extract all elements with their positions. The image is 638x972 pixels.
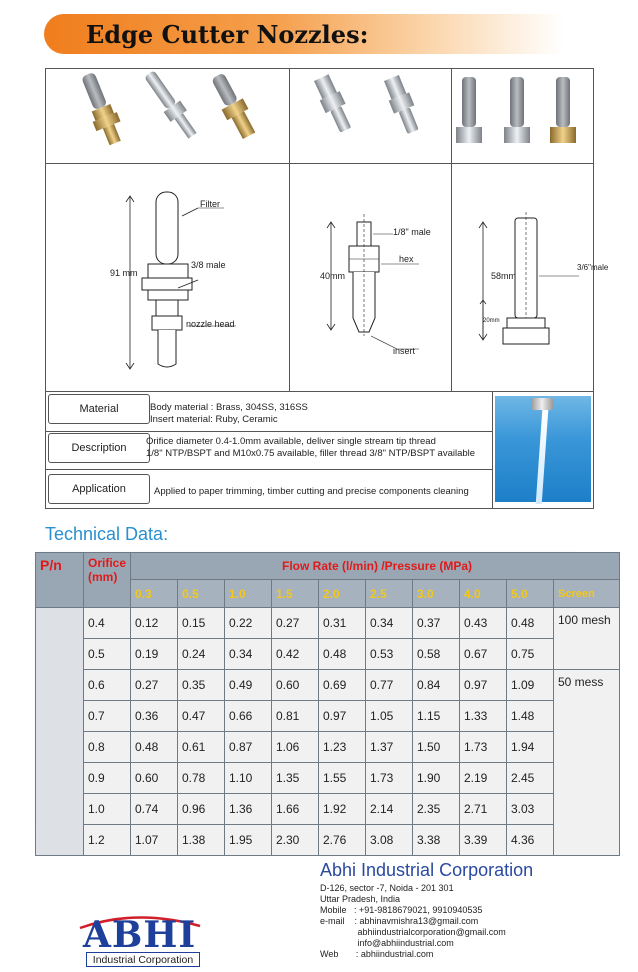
flow-cell: 1.35 — [272, 763, 319, 794]
flow-cell: 0.15 — [178, 608, 225, 639]
screen-header: Screen — [554, 580, 620, 608]
diagram-label: nozzle head — [186, 319, 235, 329]
flow-cell: 0.96 — [178, 794, 225, 825]
pressure-header: 1.5 — [272, 580, 319, 608]
diagram-label: 1/8" male — [393, 227, 431, 237]
flow-cell: 1.10 — [225, 763, 272, 794]
page-title: Edge Cutter Nozzles: — [86, 20, 369, 49]
flow-cell: 0.87 — [225, 732, 272, 763]
flow-cell: 0.36 — [131, 701, 178, 732]
flow-cell: 0.48 — [319, 639, 366, 670]
table-row — [36, 701, 620, 732]
property-value-application: Applied to paper trimming, timber cutting and precise components cleaning — [154, 486, 469, 497]
tech-data-title: Technical Data: — [45, 524, 169, 544]
mobile-line: Mobile : +91-9818679021, 9910940535 — [320, 905, 483, 915]
flow-cell: 1.94 — [507, 732, 554, 763]
orifice-cell: 0.4 — [84, 608, 131, 639]
screen-cell: 50 mess — [554, 670, 620, 856]
diagram-label: Filter — [200, 199, 220, 209]
flow-cell: 0.47 — [178, 701, 225, 732]
flow-cell: 1.07 — [131, 825, 178, 856]
flow-cell: 1.95 — [225, 825, 272, 856]
flow-cell: 4.36 — [507, 825, 554, 856]
table-row — [36, 670, 620, 701]
property-label-application: Application — [48, 474, 150, 504]
flow-cell: 1.36 — [225, 794, 272, 825]
table-row — [36, 825, 620, 856]
pressure-header: 5.0 — [507, 580, 554, 608]
flow-cell: 1.23 — [319, 732, 366, 763]
flow-cell: 1.15 — [413, 701, 460, 732]
flow-cell: 0.34 — [225, 639, 272, 670]
diagram-label: 58mm — [491, 271, 517, 281]
flow-cell: 1.09 — [507, 670, 554, 701]
divider — [46, 469, 492, 470]
nozzle-diagram-2 — [289, 164, 451, 391]
flow-cell: 0.53 — [366, 639, 413, 670]
flow-cell: 0.31 — [319, 608, 366, 639]
flow-cell: 0.61 — [178, 732, 225, 763]
spray-photo — [495, 396, 591, 502]
table-row — [36, 794, 620, 825]
flow-table — [35, 552, 611, 847]
flow-cell: 2.14 — [366, 794, 413, 825]
pressure-header: 1.0 — [225, 580, 272, 608]
flow-cell: 2.76 — [319, 825, 366, 856]
diagram-label: 40mm — [320, 271, 346, 281]
flow-cell: 0.66 — [225, 701, 272, 732]
flow-cell: 1.90 — [413, 763, 460, 794]
flow-cell: 0.60 — [272, 670, 319, 701]
flow-cell: 0.42 — [272, 639, 319, 670]
diagram-label: insert — [393, 346, 416, 356]
flow-cell: 0.81 — [272, 701, 319, 732]
flow-cell: 0.35 — [178, 670, 225, 701]
diagram-label: 3/8 male — [191, 260, 226, 270]
email-line: abhiindustrialcorporation@gmail.com — [320, 927, 506, 937]
pressure-header: 0.5 — [178, 580, 225, 608]
flow-cell: 0.67 — [460, 639, 507, 670]
flow-cell: 1.33 — [460, 701, 507, 732]
flow-cell: 2.19 — [460, 763, 507, 794]
orifice-cell: 0.9 — [84, 763, 131, 794]
company-contact — [320, 883, 506, 960]
orifice-cell: 0.5 — [84, 639, 131, 670]
pn-header: P/n — [36, 553, 84, 608]
flow-cell: 0.19 — [131, 639, 178, 670]
flow-cell: 0.49 — [225, 670, 272, 701]
flow-cell: 2.35 — [413, 794, 460, 825]
flow-cell: 0.97 — [460, 670, 507, 701]
address-line: Uttar Pradesh, India — [320, 894, 401, 904]
property-value-material — [150, 402, 308, 426]
flow-cell: 0.27 — [131, 670, 178, 701]
flow-cell: 1.06 — [272, 732, 319, 763]
pressure-header: 3.0 — [413, 580, 460, 608]
property-line: 1/8" NTP/BSPT and M10x0.75 available, filler thread 3/8" NTP/BSPT available — [146, 448, 476, 459]
flow-cell: 0.60 — [131, 763, 178, 794]
orifice-cell: 0.8 — [84, 732, 131, 763]
screen-cell: 100 mesh — [554, 608, 620, 670]
pn-cell — [36, 608, 84, 856]
nozzle-photos — [46, 69, 594, 163]
company-name: Abhi Industrial Corporation — [320, 860, 534, 880]
property-value-description — [146, 436, 475, 460]
nozzle-diagram-1 — [46, 164, 289, 391]
flow-cell: 0.48 — [507, 608, 554, 639]
flow-cell: 0.78 — [178, 763, 225, 794]
diagram-label: 3/6"male — [577, 263, 609, 272]
flow-cell: 2.30 — [272, 825, 319, 856]
flow-cell: 1.48 — [507, 701, 554, 732]
flow-header: Flow Rate (l/min) /Pressure (MPa) — [131, 553, 620, 580]
flow-cell: 1.05 — [366, 701, 413, 732]
nozzle-head-image — [531, 398, 553, 410]
divider — [492, 391, 493, 508]
flow-cell: 3.08 — [366, 825, 413, 856]
email-line: e-mail : abhinavmishra13@gmail.com — [320, 916, 479, 926]
divider — [46, 431, 492, 432]
flow-cell: 3.38 — [413, 825, 460, 856]
address-line: D-126, sector -7, Noida - 201 301 — [320, 883, 454, 893]
flow-cell: 0.84 — [413, 670, 460, 701]
table-row — [36, 608, 620, 639]
flow-cell: 2.45 — [507, 763, 554, 794]
orifice-header: Orifice (mm) — [84, 553, 131, 608]
pressure-header: 2.0 — [319, 580, 366, 608]
flow-cell: 0.75 — [507, 639, 554, 670]
flow-cell: 1.92 — [319, 794, 366, 825]
table-row — [36, 732, 620, 763]
pressure-header: 4.0 — [460, 580, 507, 608]
flow-cell: 0.97 — [319, 701, 366, 732]
water-stream-image — [536, 410, 549, 504]
flow-cell: 0.69 — [319, 670, 366, 701]
flow-cell: 0.77 — [366, 670, 413, 701]
orifice-cell: 0.6 — [84, 670, 131, 701]
property-label-material: Material — [48, 394, 150, 424]
flow-cell: 0.22 — [225, 608, 272, 639]
property-line: Body material : Brass, 304SS, 316SS — [150, 402, 308, 413]
table-row — [36, 639, 620, 670]
diagram-label: 20mm — [483, 318, 500, 324]
flow-cell: 1.55 — [319, 763, 366, 794]
flow-cell: 0.37 — [413, 608, 460, 639]
diagram-label: hex — [399, 254, 414, 264]
flow-cell: 1.73 — [460, 732, 507, 763]
flow-cell: 1.38 — [178, 825, 225, 856]
flow-cell: 0.34 — [366, 608, 413, 639]
pressure-header: 2.5 — [366, 580, 413, 608]
flow-cell: 0.58 — [413, 639, 460, 670]
property-label-description: Description — [48, 433, 150, 463]
logo-subtitle: Industrial Corporation — [86, 952, 200, 967]
orifice-cell: 0.7 — [84, 701, 131, 732]
flow-cell: 1.37 — [366, 732, 413, 763]
orifice-cell: 1.0 — [84, 794, 131, 825]
property-line: Insert material: Ruby, Ceramic — [150, 414, 278, 425]
flow-cell: 1.66 — [272, 794, 319, 825]
flow-cell: 0.27 — [272, 608, 319, 639]
flow-cell: 0.24 — [178, 639, 225, 670]
flow-cell: 1.50 — [413, 732, 460, 763]
property-line: Orifice diameter 0.4-1.0mm available, deliver single stream tip thread — [146, 436, 436, 447]
flow-cell: 0.12 — [131, 608, 178, 639]
logo: ABHI — [83, 914, 197, 956]
flow-cell: 0.43 — [460, 608, 507, 639]
orifice-cell: 1.2 — [84, 825, 131, 856]
flow-cell: 2.71 — [460, 794, 507, 825]
flow-cell: 1.73 — [366, 763, 413, 794]
divider — [46, 391, 593, 392]
nozzle-diagram-3 — [451, 164, 609, 391]
web-line: Web : abhiindustrial.com — [320, 949, 434, 959]
pressure-header: 0.3 — [131, 580, 178, 608]
flow-cell: 3.03 — [507, 794, 554, 825]
flow-cell: 0.74 — [131, 794, 178, 825]
table-row — [36, 763, 620, 794]
flow-cell: 3.39 — [460, 825, 507, 856]
flow-cell: 0.48 — [131, 732, 178, 763]
diagram-label: 91 mm — [110, 268, 138, 278]
email-line: info@abhiindustrial.com — [320, 938, 454, 948]
